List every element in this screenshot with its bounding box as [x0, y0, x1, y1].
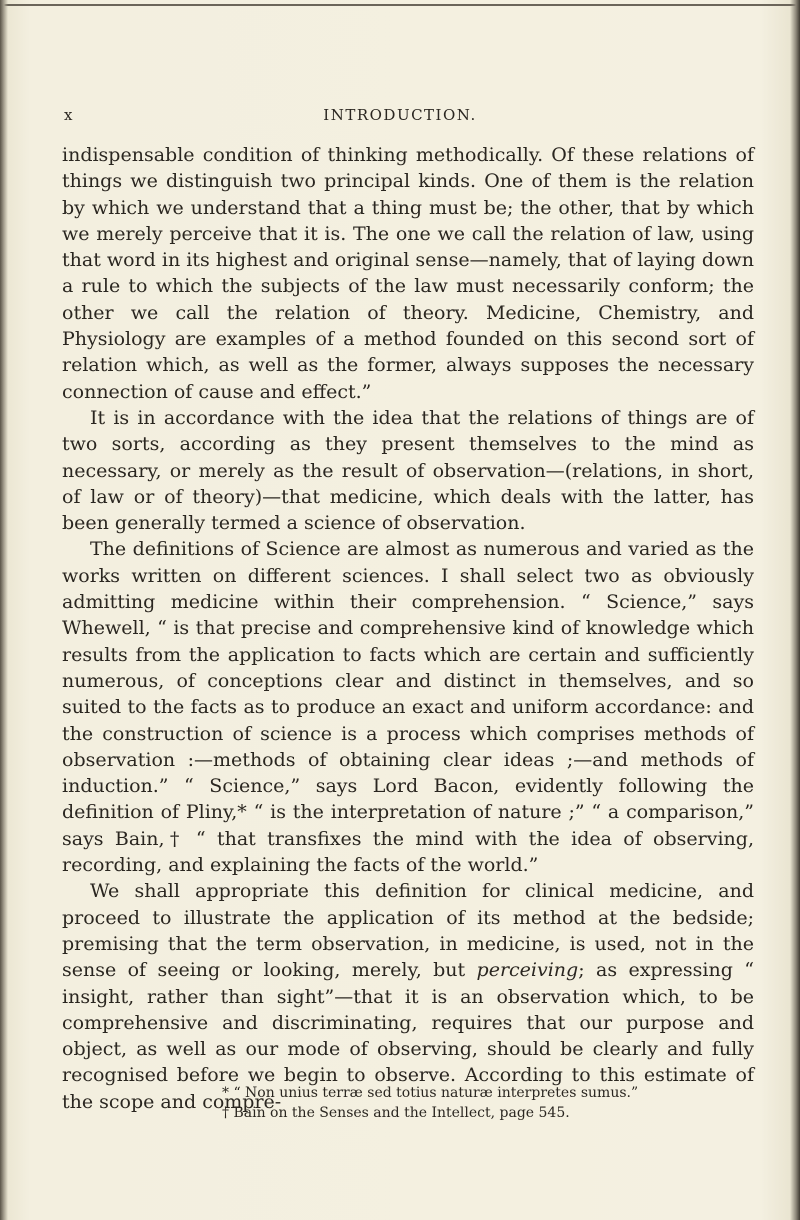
page-header [0, 106, 800, 130]
left-page-edge [0, 0, 8, 1220]
body-text [62, 142, 754, 1115]
footnote-pliny: * “ Non unius terræ sed totius naturæ interpretes sumus.” [222, 1085, 639, 1101]
paragraph-1: indispensable condition of thinking methodically. Of these relations of things we distinguish two principal kinds. One of them is the relation by which we understand that a thing must be; the other, that by which we merely perceive that it is. The one we call the relation of law, using that word in its highest and original sense—namely, that of laying down a rule to which the subjects of the law must necessarily conform; the other we call the relation of theory. Medicine, Chemistry, and Physiology are examples of a method founded on this second sort of relation which, as well as the former, always supposes the necessary connection of cause and effect.” [62, 144, 754, 403]
paragraph-4-italic: perceiving [476, 959, 579, 982]
running-head: INTRODUCTION. [323, 106, 477, 124]
paragraph-3: The definitions of Science are almost as numerous and varied as the works written on different sciences. I shall select two as obviously admitting medicine within their comprehension. “ Science,” says Whewell, “ is that precise and comprehensive kind of knowledge which results from the application to facts which are certain and sufficiently numerous, of conceptions clear and distinct in themselves, and so suited to the facts as to produce an exact and uniform accordance: and the construction of science is a process which comprises methods of observation :—methods of obtaining clear ideas ;—and methods of induction.” “ Science,” says Lord Bacon, evidently following the definition of Pliny,* “ is the interpretation of nature ;” “ a comparison,” says Bain,† “ that transfixes the mind with the idea of observing, recording, and explaining the facts of the world.” [62, 538, 754, 877]
paragraph-4-start: We shall appropriate this definition for clinical medicine, and proceed to illustrate the application of its method at the bedside; premising that the term observation, in medicine, is used, not in the sense of seeing or looking, merely, but [62, 880, 754, 982]
paragraph-4 [62, 878, 754, 1115]
right-page-edge [790, 0, 800, 1220]
paragraph-4-end: ; as expressing “ insight, rather than sight”—that it is an observation which, to be comprehensive and discriminating, requires that our purpose and object, as well as our mode of observing, should be clearly and fully recognised before we begin to observe. According to this estimate of the scope and compre- [62, 959, 754, 1113]
footnote-bain: † Bain on the Senses and the Intellect, page 545. [222, 1105, 570, 1121]
top-edge-rule [0, 4, 800, 6]
page-number: x [64, 106, 74, 124]
footnotes [62, 1083, 754, 1123]
paragraph-2: It is in accordance with the idea that the relations of things are of two sorts, according as they present themselves to the mind as necessary, or merely as the result of observation—(relations, in short, of law or of theory)—that medicine, which deals with the latter, has been generally termed a science of observation. [62, 406, 754, 535]
